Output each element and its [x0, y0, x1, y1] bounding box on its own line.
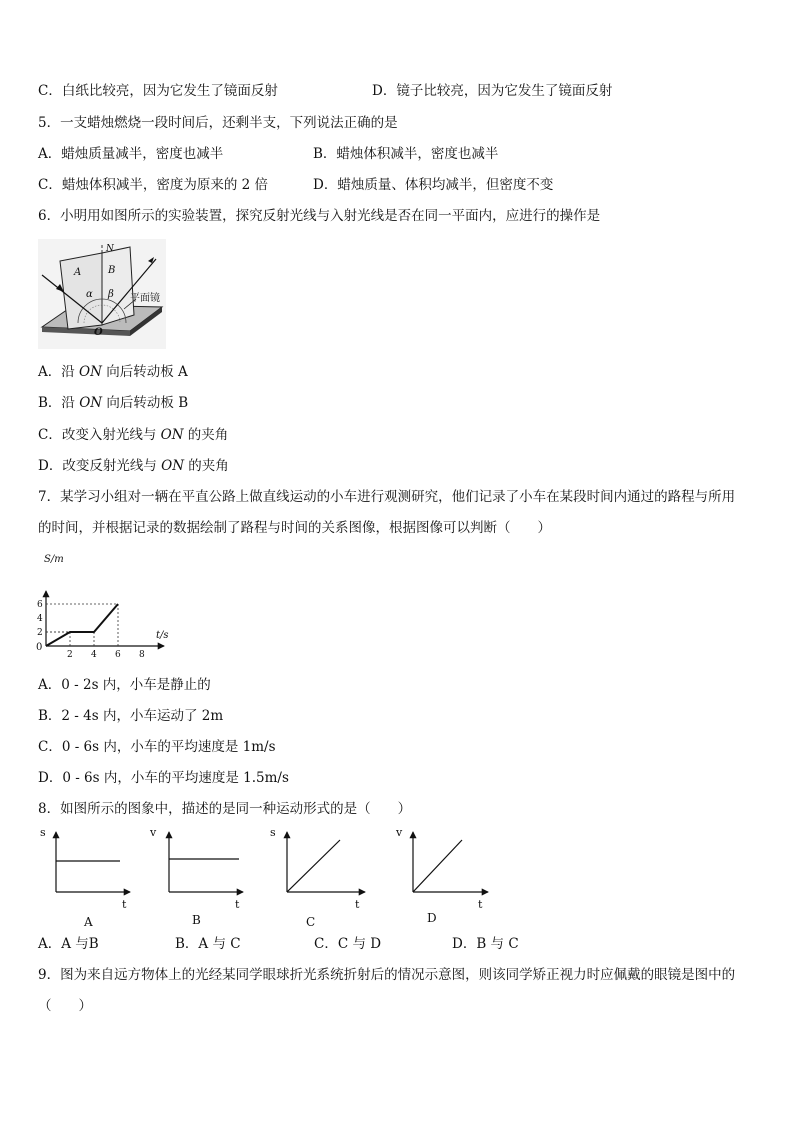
distance-time-series-line [46, 604, 118, 646]
y-tick-label: 6 [37, 600, 43, 610]
q5-stem: 5．一支蜡烛燃烧一段时间后，还剩半支，下列说法正确的是 [38, 115, 398, 131]
q7-stem-line2: 的时间，并根据记录的数据绘制了路程与时间的关系图像，根据图像可以判断（ ） [38, 520, 551, 536]
q6-stem: 6．小明用如图所示的实验装置，探究反射光线与入射光线是否在同一平面内，应进行的操作是 [38, 208, 601, 224]
q5-option-c: C．蜡烛体积减半，密度为原来的 2 倍 [38, 177, 269, 193]
graph-b-y-label: v [150, 826, 157, 839]
q7-stem-line1: 7．某学习小组对一辆在平直公路上做直线运动的小车进行观测研究，他们记录了小车在某段时间内通过的路程与所用 [38, 489, 736, 505]
x-tick-label: 4 [91, 650, 97, 660]
graph-d [395, 826, 488, 925]
q6-option-d: D．改变反射光线与 ON 的夹角 [38, 458, 229, 474]
x-tick-label: 2 [67, 650, 73, 660]
q6-option-a: A．沿 ON 向后转动板 A [38, 364, 188, 380]
fig-label-a: A [74, 267, 82, 278]
graph-d-x-label: t [478, 898, 483, 911]
q7-option-b: B．2 - 4s 内，小车运动了 2m [38, 708, 224, 724]
q5-option-b: B．蜡烛体积减半，密度也减半 [313, 146, 499, 162]
graph-b-x-label: t [235, 898, 240, 911]
fig-label-mirror: 平面镜 [130, 293, 160, 304]
q9-stem-line1: 9．图为来自远方物体上的光经某同学眼球折光系统折射后的情况示意图，则该同学矫正视力时应佩戴的眼镜是图中的 [38, 967, 736, 983]
fig-label-n: N [106, 244, 114, 254]
graph-b-name: B [192, 913, 201, 927]
graph-a-name: A [84, 915, 93, 929]
q6-option-b: B．沿 ON 向后转动板 B [38, 395, 189, 411]
q5-option-d: D．蜡烛质量、体积均减半，但密度不变 [313, 177, 554, 193]
x-axis-label: t/s [156, 630, 169, 641]
q7-option-c: C．0 - 6s 内，小车的平均速度是 1m/s [38, 739, 276, 755]
y-tick-label: 2 [37, 628, 43, 638]
q7-distance-time-chart [36, 550, 186, 662]
graph-c-name: C [306, 915, 316, 929]
q7-option-a: A．0 - 2s 内，小车是静止的 [38, 677, 211, 693]
graph-d-y-label: v [396, 826, 403, 839]
q5-option-a: A．蜡烛质量减半，密度也减半 [38, 146, 224, 162]
graph-c-y-label: s [270, 826, 276, 839]
graph-a-y-label: s [40, 826, 46, 839]
q8-option-d: D．B 与 C [452, 936, 519, 952]
q9-stem-line2: （ ） [38, 998, 92, 1014]
q8-option-b: B．A 与 C [175, 936, 241, 952]
q7-option-d: D．0 - 6s 内，小车的平均速度是 1.5m/s [38, 770, 289, 786]
q8-stem: 8．如图所示的图象中，描述的是同一种运动形式的是（ ） [38, 801, 412, 817]
q8-option-c: C．C 与 D [314, 936, 382, 952]
origin-label: 0 [36, 642, 43, 653]
graph-a-x-label: t [122, 898, 127, 911]
fig-label-b: B [108, 265, 116, 276]
graph-d-name: D [427, 911, 437, 925]
fig-label-o: O [94, 327, 103, 338]
x-tick-label: 8 [139, 650, 145, 660]
q4-option-d: D．镜子比较亮，因为它发生了镜面反射 [372, 83, 613, 99]
graph-c-x-label: t [355, 898, 360, 911]
x-tick-label: 6 [115, 650, 121, 660]
q6-reflection-apparatus-figure [38, 239, 166, 349]
q8-option-a: A．A 与B [38, 936, 99, 952]
y-tick-label: 4 [37, 614, 43, 624]
fig-label-alpha: α [86, 289, 93, 300]
q6-option-c: C．改变入射光线与 ON 的夹角 [38, 427, 229, 443]
graph-c [270, 826, 365, 929]
fig-label-beta: β [108, 289, 114, 300]
y-axis-label: S/m [44, 554, 64, 565]
q4-option-c: C．白纸比较亮，因为它发生了镜面反射 [38, 83, 278, 99]
q8-motion-graphs-figure [30, 822, 500, 932]
graph-b [149, 826, 243, 927]
graph-a [40, 826, 130, 929]
